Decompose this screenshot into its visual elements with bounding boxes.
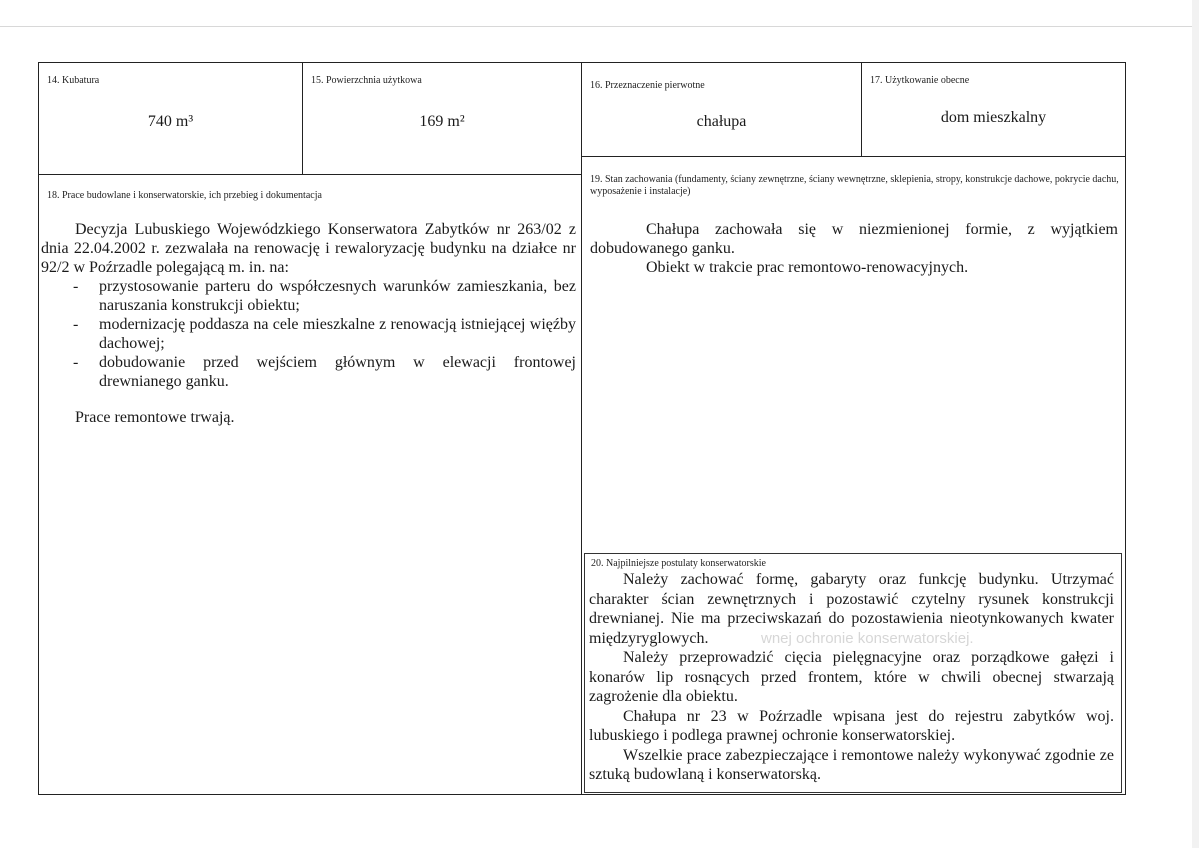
cell-przeznaczenie <box>581 62 862 157</box>
list-item-text: dobudowanie przed wejściem głównym w elewacji frontowej drewnianego ganku. <box>99 354 576 390</box>
label-prace: 18. Prace budowlane i konserwatorskie, ich przebieg i dokumentacja <box>47 190 322 201</box>
value-powierzchnia: 169 m² <box>419 113 465 130</box>
label-kubatura: 14. Kubatura <box>47 75 100 86</box>
label-stan: 19. Stan zachowania (fundamenty, ściany zewnętrzne, ściany wewnętrzne, sklepienia, stropy, konstrukcje dachowe, pokrycie dachu, wyposażenie i instalacje) <box>590 174 1119 197</box>
cell-uzytkowanie <box>861 62 1126 157</box>
list-item <box>41 353 576 391</box>
list-item <box>41 315 576 353</box>
label-powierzchnia: 15. Powierzchnia użytkowa <box>311 75 422 86</box>
label-postulaty: 20. Najpilniejsze postulaty konserwatorskie <box>591 558 766 569</box>
postulaty-p4: Wszelkie prace zabezpieczające i remontowe należy wykonywać zgodnie ze sztuką budowlaną i konserwatorską. <box>589 746 1114 783</box>
list-item <box>41 277 576 315</box>
value-uzytkowanie: dom mieszkalny <box>940 109 1047 126</box>
scan-edge-shadow <box>1192 0 1199 848</box>
prace-text <box>41 220 576 427</box>
label-uzytkowanie: 17. Użytkowanie obecne <box>870 75 970 86</box>
stan-p1: Chałupa zachowała się w niezmienionej formie, z wyjątkiem dobudowanego ganku. <box>590 221 1118 257</box>
bleed-through-text: wnej ochronie konserwatorskiej. <box>761 630 974 647</box>
cell-prace <box>38 174 582 795</box>
top-edge-line <box>0 26 1199 27</box>
prace-list <box>41 277 576 391</box>
prace-outro: Prace remontowe trwają. <box>75 409 235 426</box>
cell-kubatura <box>38 62 303 175</box>
value-przeznaczenie: chałupa <box>696 113 747 130</box>
stan-p2: Obiekt w trakcie prac remontowo-renowacyjnych. <box>646 259 969 276</box>
prace-intro: Decyzja Lubuskiego Wojewódzkiego Konserwatora Zabytków nr 263/02 z dnia 22.04.2002 r. zezwalała na renowację i rewaloryzację budynku na działce nr 92/2 w Poźrzadle polegającą m. in. na: <box>41 221 576 276</box>
cell-postulaty <box>584 553 1122 793</box>
bullet-dash: - <box>73 278 79 295</box>
bullet-dash: - <box>73 354 79 371</box>
bullet-dash: - <box>73 316 79 333</box>
label-przeznaczenie: 16. Przeznaczenie pierwotne <box>590 80 705 91</box>
list-item-text: przystosowanie parteru do współczesnych warunków zamieszkania, bez naruszania konstrukcji obiektu; <box>99 278 576 314</box>
postulaty-p3: Chałupa nr 23 w Poźrzadle wpisana jest do rejestru zabytków woj. lubuskiego i podlega prawnej ochronie konserwatorskiej. <box>589 707 1114 744</box>
postulaty-p1: Należy zachować formę, gabaryty oraz funkcję budynku. Utrzymać charakter ścian zewnętrznych i pozostawić czytelny rysunek konstrukcji drewnianej. Nie ma przeciwskazań do pozostawienia nieotynkowanych kwater międzyryglowych. <box>589 571 1114 647</box>
value-kubatura: 740 m³ <box>147 113 194 130</box>
stan-text <box>590 220 1118 277</box>
postulaty-p2: Należy przeprowadzić cięcia pielęgnacyjne oraz porządkowe gałęzi i konarów lip rosnących przed frontem, które w chwili obecnej stwarzają zagrożenie dla obiektu. <box>589 649 1114 705</box>
cell-powierzchnia <box>302 62 582 175</box>
list-item-text: modernizację poddasza na cele mieszkalne z renowacją istniejącej więźby dachowej; <box>99 316 576 352</box>
postulaty-text <box>589 570 1114 785</box>
